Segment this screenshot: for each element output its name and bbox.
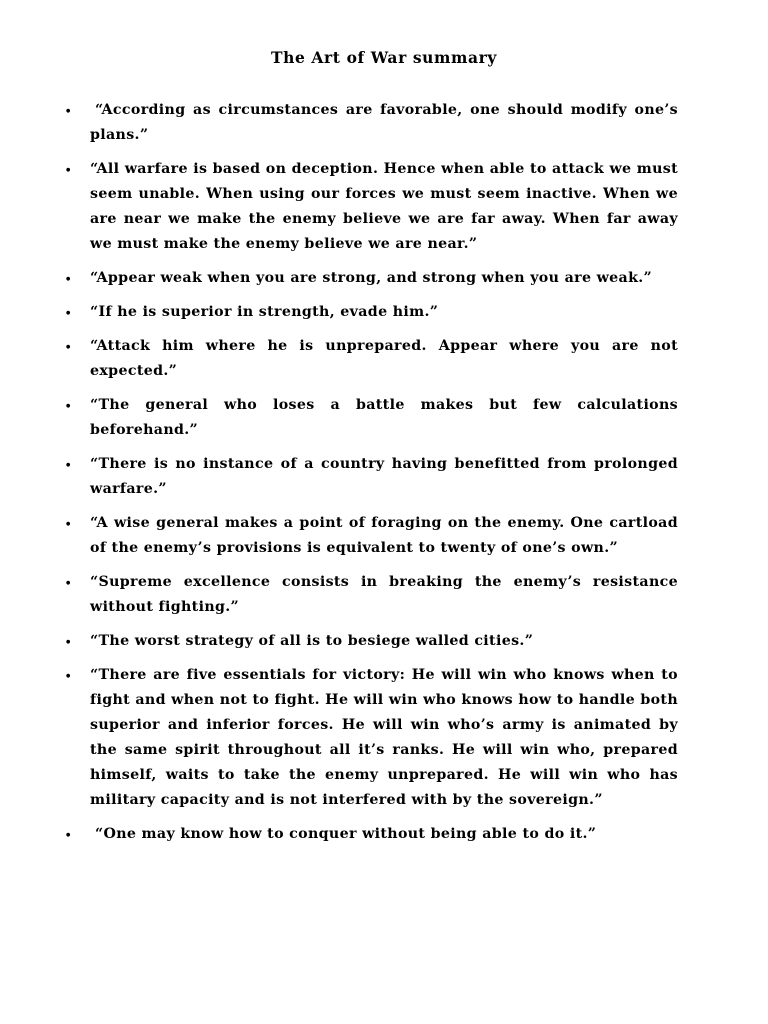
bullet-icon	[66, 822, 71, 848]
quote-text: “If he is superior in strength, evade him.”	[90, 304, 439, 320]
bullet-icon	[66, 300, 71, 326]
quote-text: “According as circumstances are favorable, one should modify one’s plans.”	[90, 102, 678, 143]
quote-text: “Appear weak when you are strong, and strong when you are weak.”	[90, 270, 653, 286]
quote-item	[64, 98, 678, 148]
quote-item	[64, 511, 678, 561]
quote-text: “The worst strategy of all is to besiege walled cities.”	[90, 633, 534, 649]
bullet-icon	[66, 663, 71, 689]
quote-text: “One may know how to conquer without being able to do it.”	[95, 826, 597, 842]
quote-text: “All warfare is based on deception. Hence when able to attack we must seem unable. When using our forces we must seem inactive. When we are near we make the enemy believe we are far away. When far away we must make the enemy believe we are near.”	[90, 161, 678, 252]
quote-item	[64, 300, 678, 325]
bullet-icon	[66, 157, 71, 183]
bullet-icon	[66, 452, 71, 478]
quote-item	[64, 663, 678, 813]
quote-item	[64, 570, 678, 620]
quote-item	[64, 452, 678, 502]
bullet-icon	[66, 570, 71, 596]
bullet-icon	[66, 98, 71, 124]
quote-item	[64, 393, 678, 443]
quote-text: “There are five essentials for victory: He will win who knows when to fight and when not to fight. He will win who knows how to handle both superior and inferior forces. He will win who’s army is animated by the same spirit throughout all it’s ranks. He will win who, prepared himself, waits to take the enemy unprepared. He will win who has military capacity and is not interfered with by the sovereign.”	[90, 667, 678, 808]
document-title: The Art of War summary	[270, 48, 498, 67]
bullet-icon	[66, 266, 71, 292]
quote-text: “Attack him where he is unprepared. Appear where you are not expected.”	[90, 338, 678, 379]
quote-text: “There is no instance of a country having benefitted from prolonged warfare.”	[90, 456, 678, 497]
quote-item	[64, 822, 678, 847]
quote-item	[64, 629, 678, 654]
quote-text: “The general who loses a battle makes but few calculations beforehand.”	[90, 397, 678, 438]
bullet-icon	[66, 334, 71, 360]
bullet-icon	[66, 629, 71, 655]
quote-list	[64, 98, 678, 856]
bullet-icon	[66, 511, 71, 537]
quote-text: “Supreme excellence consists in breaking the enemy’s resistance without fighting.”	[90, 574, 678, 615]
quote-item	[64, 157, 678, 257]
quote-item	[64, 334, 678, 384]
quote-text: “A wise general makes a point of foraging on the enemy. One cartload of the enemy’s provisions is equivalent to twenty of one’s own.”	[90, 515, 678, 556]
bullet-icon	[66, 393, 71, 419]
quote-item	[64, 266, 678, 291]
